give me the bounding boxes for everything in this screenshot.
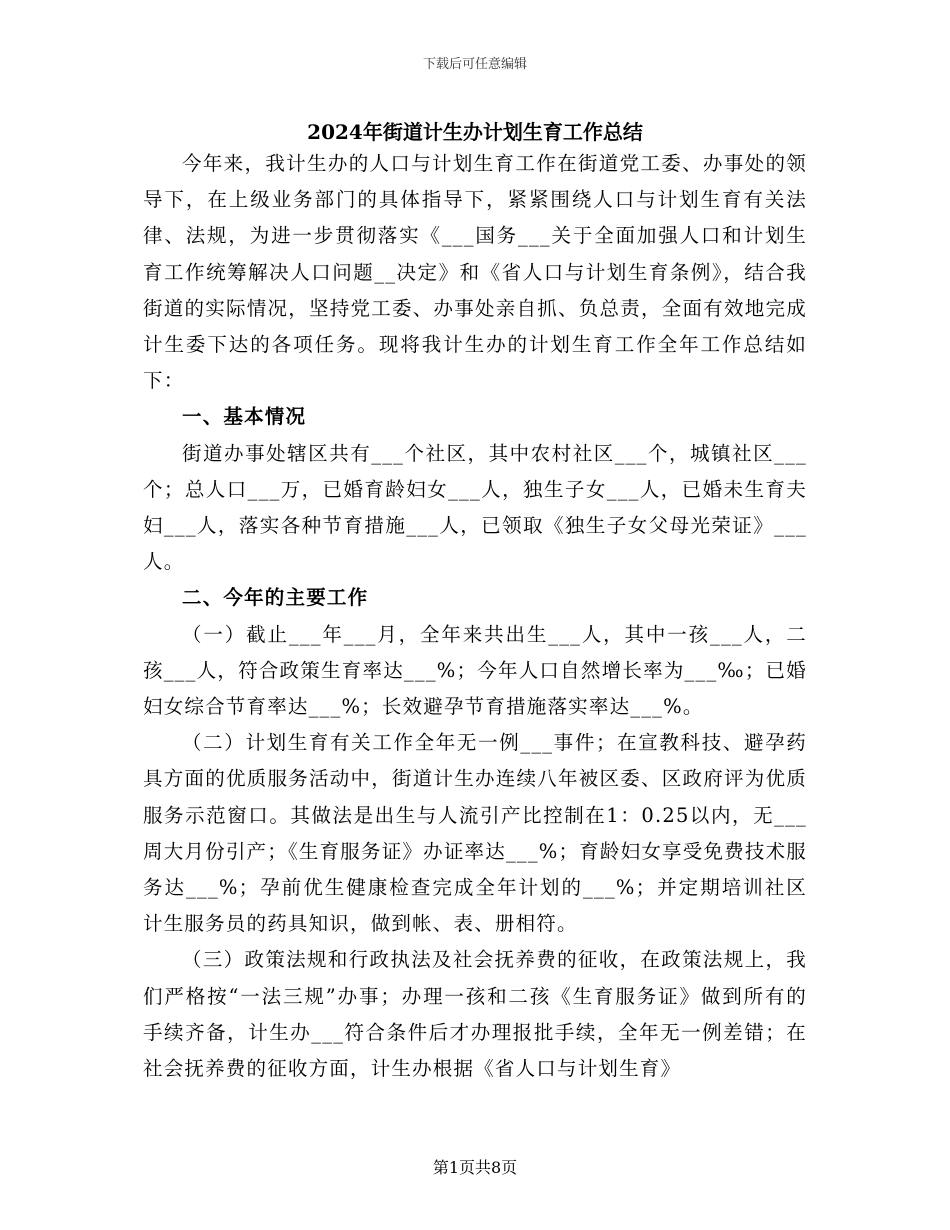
section-heading-basic-situation: 一、基本情况 [182, 405, 307, 429]
section-heading-main-work: 二、今年的主要工作 [182, 586, 369, 610]
main-work-paragraph-3: （三）政策法规和行政执法及社会抚养费的征收，在政策法规上，我们严格按“一法三规”办事；办理一孩和二孩《生育服务证》做到所有的手续齐备，计生办___符合条件后才办理报批手续，全年无一例差错；在社会抚养费的征收方面，计生办根据《省人口与计划生育》 [143, 948, 807, 1081]
page-number: 第1页共8页 [432, 1158, 518, 1177]
document-body [143, 146, 807, 1087]
main-work-paragraph-2: （二）计划生育有关工作全年无一例___事件；在宣教科技、避孕药具方面的优质服务活动中，街道计生办连续八年被区委、区政府评为优质服务示范窗口。其做法是出生与人流引产比控制在1：0.25以内，无___周大月份引产；《生育服务证》办证率达___%；育龄妇女享受免费技术服务达___%；孕前优生健康检查完成全年计划的___%；并定期培训社区计生服务员的药具知识，做到帐、表、册相符。 [143, 731, 807, 936]
page-header-note: 下载后可任意编辑 [422, 57, 527, 72]
basic-situation-paragraph: 街道办事处辖区共有___个社区，其中农村社区___个，城镇社区___个；总人口___万，已婚育龄妇女___人，独生子女___人，已婚未生育夫妇___人，落实各种节育措施___人，已领取《独生子女父母光荣证》___人。 [143, 441, 807, 574]
intro-paragraph: 今年来，我计生办的人口与计划生育工作在街道党工委、办事处的领导下，在上级业务部门的具体指导下，紧紧围绕人口与计划生育有关法律、法规，为进一步贯彻落实《___国务___关于全面加强人口和计划生育工作统筹解决人口问题__决定》和《省人口与计划生育条例》，结合我街道的实际情况，坚持党工委、办事处亲自抓、负总责，全面有效地完成计生委下达的各项任务。现将我计生办的计划生育工作全年工作总结如下： [143, 152, 807, 393]
main-work-paragraph-1: （一）截止___年___月，全年来共出生___人，其中一孩___人，二孩___人，符合政策生育率达___%；今年人口自然增长率为___‰；已婚妇女综合节育率达___%；长效避孕节育措施落实率达___%。 [143, 622, 807, 719]
document-title: 2024年街道计生办计划生育工作总结 [307, 120, 643, 144]
